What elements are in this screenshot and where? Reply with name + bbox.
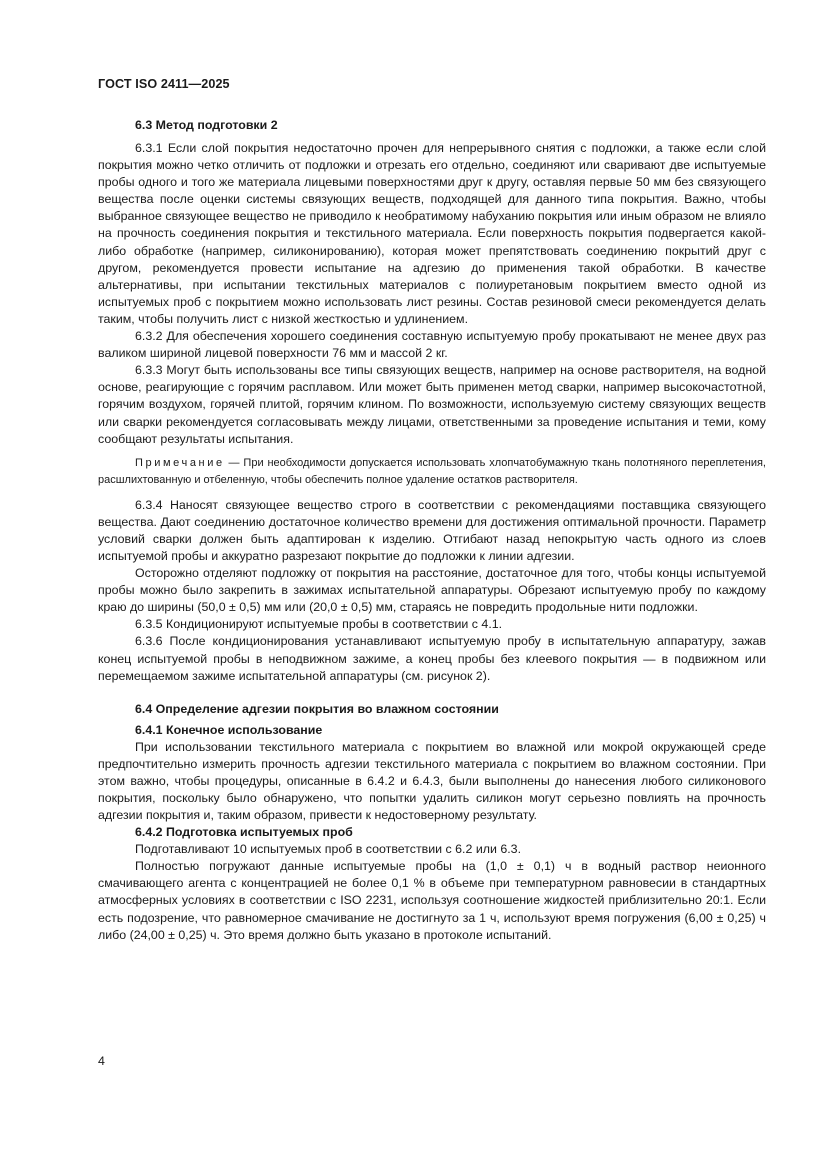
paragraph-6-3-2: 6.3.2 Для обеспечения хорошего соединения составную испытуемую пробу прокатывают не менее двух раз валиком шириной лицевой поверхности 76 мм и массой 2 кг. [98, 329, 766, 361]
paragraph-6-3-1: 6.3.1 Если слой покрытия недостаточно прочен для непрерывного снятия с подложки, а также если слой покрытия можно четко отличить от подложки и отрезать его отдельно, соединяют или сваривают две испытуемые пробы одного и того же материала лицевыми поверхностями друг к другу, оставляя первые 50 мм без связующего вещества после оценки системы связующих веществ, подходящей для данного типа покрытия. Важно, чтобы выбранное связующее вещество не приводило к необратимому набуханию покрытия или иным образом не влияло на прочность соединения покрытия и текстильного материала. Если поверхность покрытия подвергается какой-либо обработке (например, силиконированию), которая может препятствовать соединению покрытий друг с другом, рекомендуется провести испытание на адгезию до применения такой обработки. В качестве альтернативы, при испытании текстильных материалов с полиуретановым покрытием вместо одной из испытуемых проб с покрытием можно использовать лист резины. Состав резиновой смеси рекомендуется делать таким, чтобы получить лист с низкой жесткостью и удлинением. [98, 141, 766, 326]
page-body [98, 117, 766, 944]
paragraph-6-3-5: 6.3.5 Кондиционируют испытуемые пробы в соответствии с 4.1. [135, 617, 503, 632]
note [98, 455, 766, 489]
paragraph-separate-backing: Осторожно отделяют подложку от покрытия на расстояние, достаточное для того, чтобы концы испытуемой пробы можно было закрепить в зажимах испытательной аппаратуры. Обрезают испытуемую пробу по каждому краю до ширины (50,0 ± 0,5) мм или (20,0 ± 0,5) мм, стараясь не повредить продольные нити подложки. [98, 566, 766, 615]
running-header: ГОСТ ISO 2411—2025 [98, 77, 230, 91]
paragraph-6-3-6: 6.3.6 После кондиционирования устанавливают испытуемую пробу в испытательную аппаратуру, зажав конец испытуемой пробы в неподвижном зажиме, а конец пробы без клеевого покрытия — в подвижном или перемещаемом зажиме испытательной аппаратуры (см. рисунок 2). [98, 634, 766, 683]
paragraph-6-4-2-immerse: Полностью погружают данные испытуемые пробы на (1,0 ± 0,1) ч в водный раствор неионного смачивающего агента с концентрацией не более 0,1 % в объеме при температурном равновесии в стандартных атмосферных условиях в соответствии с ISO 2231, используя соотношение жидкостей приблизительно 20:1. Если есть подозрение, что равномерное смачивание не достигнуто за 1 ч, используют время погружения (6,00 ± 0,25) ч либо (24,00 ± 0,25) ч. Это время должно быть указано в протоколе испытаний. [98, 859, 766, 942]
note-label: Примечание [135, 456, 225, 469]
paragraph-6-3-4: 6.3.4 Наносят связующее вещество строго в соответствии с рекомендациями поставщика связующего вещества. Дают соединению достаточное количество времени для достижения оптимальной прочности. Параметр условий сварки должен быть адаптирован к изделию. Отгибают назад непокрытую часть одного из слоев испытуемой пробы и аккуратно разрезают покрытие до подложки к линии адгезии. [98, 497, 766, 563]
subsection-6-4-1-heading: 6.4.1 Конечное использование [135, 722, 323, 737]
paragraph-6-4-1: При использовании текстильного материала с покрытием во влажной или мокрой окружающей среде предпочтительно измерить прочность адгезии текстильного материала с покрытием во влажном состоянии. При этом важно, чтобы процедуры, описанные в 6.4.2 и 6.4.3, были выполнены до нанесения любого силиконового покрытия, поскольку было обнаружено, что попытки удалить силикон могут серьезно повлиять на прочность адгезии покрытия и, таким образом, привести к недостоверному результату. [98, 739, 766, 823]
section-6-4-heading: 6.4 Определение адгезии покрытия во влажном состоянии [135, 701, 499, 716]
section-6-3-heading: 6.3 Метод подготовки 2 [135, 118, 278, 132]
paragraph-6-4-2-prepare: Подготавливают 10 испытуемых проб в соответствии с 6.2 или 6.3. [135, 842, 522, 857]
subsection-6-4-2-heading: 6.4.2 Подготовка испытуемых проб [135, 825, 353, 840]
note-text: — При необходимости допускается использовать хлопчатобумажную ткань полотняного переплетения, расшлихтованную и отбеленную, чтобы обеспечить полное удаление остатков растворителя. [98, 456, 766, 486]
page-number: 4 [98, 1054, 105, 1068]
paragraph-6-3-3: 6.3.3 Могут быть использованы все типы связующих веществ, например на основе растворителя, на водной основе, реагирующие с горячим расплавом. Или может быть применен метод сварки, например высокочастотной, горячим воздухом, горячей плитой, горячим клином. По возможности, используемую систему связующих веществ или сварки рекомендуется согласовывать между лицами, ответственными за проведение испытания и теми, кому сообщают результаты испытания. [98, 363, 766, 446]
